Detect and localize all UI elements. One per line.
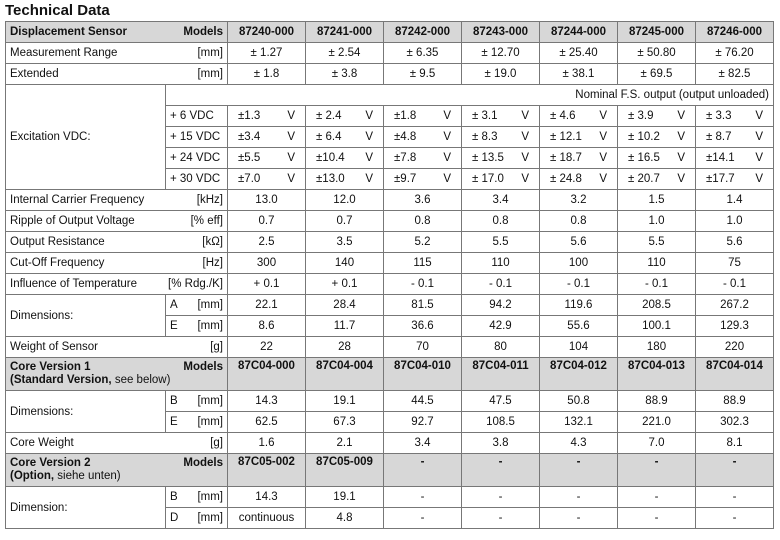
output-value: ± 10.2	[628, 131, 660, 143]
model-number: 87240-000	[228, 22, 306, 43]
value-cell: 88.9	[696, 391, 774, 412]
model-number: 87C04-011	[462, 358, 540, 391]
value-cell: 3.4	[462, 190, 540, 211]
dimension-key	[166, 412, 228, 433]
value-cell	[462, 169, 540, 190]
value-cell: 1.5	[618, 190, 696, 211]
output-unit: V	[365, 131, 373, 143]
value-cell: 80	[462, 337, 540, 358]
output-value: ±9.7	[394, 173, 417, 185]
value-cell	[228, 169, 306, 190]
output-value: ± 3.1	[472, 110, 498, 122]
value-cell: - 0.1	[540, 274, 618, 295]
value-cell	[618, 148, 696, 169]
value-cell: 36.6	[384, 316, 462, 337]
core-version-sub-bold: (Standard Version,	[10, 374, 112, 386]
value-cell: 5.5	[462, 232, 540, 253]
model-number: -	[696, 454, 774, 487]
output-unit: V	[677, 152, 685, 164]
value-cell: 119.6	[540, 295, 618, 316]
value-cell: -	[540, 487, 618, 508]
value-cell: 12.0	[306, 190, 384, 211]
parameter-unit: [Hz]	[202, 257, 223, 269]
value-cell: 28	[306, 337, 384, 358]
model-number: 87241-000	[306, 22, 384, 43]
value-cell: 2.5	[228, 232, 306, 253]
output-value: ± 13.5	[472, 152, 504, 164]
core-version-heading	[6, 358, 228, 391]
value-cell: 0.8	[384, 211, 462, 232]
supply-voltage: + 6 VDC	[166, 106, 228, 127]
value-cell: 8.1	[696, 433, 774, 454]
dimension-unit: [mm]	[197, 491, 223, 503]
output-value: ± 24.8	[550, 173, 582, 185]
output-value: ±3.4	[238, 131, 261, 143]
value-cell: -	[540, 508, 618, 529]
dimension-unit: [mm]	[197, 512, 223, 524]
core-version-title: Core Version 2	[10, 457, 91, 469]
page-title: Technical Data	[5, 2, 110, 19]
parameter-label	[6, 253, 228, 274]
value-cell: - 0.1	[696, 274, 774, 295]
parameter-label	[6, 190, 228, 211]
output-value: ± 18.7	[550, 152, 582, 164]
output-unit: V	[599, 110, 607, 122]
models-heading: Models	[183, 361, 223, 373]
value-cell: ± 38.1	[540, 64, 618, 85]
value-cell: 81.5	[384, 295, 462, 316]
output-unit: V	[521, 110, 529, 122]
model-number: -	[384, 454, 462, 487]
value-cell: ± 9.5	[384, 64, 462, 85]
value-cell	[306, 148, 384, 169]
value-cell: - 0.1	[618, 274, 696, 295]
dimensions-label: Dimensions:	[6, 391, 166, 433]
value-cell: 132.1	[540, 412, 618, 433]
model-number: 87C04-013	[618, 358, 696, 391]
output-value: ± 12.1	[550, 131, 582, 143]
value-cell: ± 19.0	[462, 64, 540, 85]
output-unit: V	[443, 110, 451, 122]
output-value: ±7.0	[238, 173, 261, 185]
output-value: ±1.8	[394, 110, 417, 122]
output-unit: V	[287, 110, 295, 122]
value-cell: 5.6	[696, 232, 774, 253]
output-unit: V	[365, 110, 373, 122]
value-cell: ± 1.27	[228, 43, 306, 64]
value-cell	[384, 106, 462, 127]
value-cell: -	[384, 487, 462, 508]
value-cell: 180	[618, 337, 696, 358]
value-cell: 4.8	[306, 508, 384, 529]
output-value: ± 20.7	[628, 173, 660, 185]
core-version-heading	[6, 454, 228, 487]
value-cell: 88.9	[618, 391, 696, 412]
value-cell: + 0.1	[306, 274, 384, 295]
dimension-unit: [mm]	[197, 299, 223, 311]
parameter-name: Weight of Sensor	[10, 341, 99, 353]
value-cell: 13.0	[228, 190, 306, 211]
table-row	[6, 22, 774, 43]
dimension-letter: A	[170, 299, 178, 311]
model-number: 87C05-002	[228, 454, 306, 487]
model-number: 87242-000	[384, 22, 462, 43]
value-cell: 94.2	[462, 295, 540, 316]
value-cell	[384, 148, 462, 169]
output-unit: V	[755, 173, 763, 185]
value-cell: 47.5	[462, 391, 540, 412]
value-cell: 108.5	[462, 412, 540, 433]
value-cell	[696, 106, 774, 127]
value-cell	[540, 169, 618, 190]
value-cell: ± 6.35	[384, 43, 462, 64]
parameter-unit: [kHz]	[196, 194, 223, 206]
value-cell: ± 82.5	[696, 64, 774, 85]
dimension-key	[166, 295, 228, 316]
output-unit: V	[287, 173, 295, 185]
value-cell	[618, 169, 696, 190]
value-cell: 3.8	[462, 433, 540, 454]
value-cell: 22.1	[228, 295, 306, 316]
value-cell: ± 2.54	[306, 43, 384, 64]
output-unit: V	[521, 152, 529, 164]
value-cell: 267.2	[696, 295, 774, 316]
output-unit: V	[521, 173, 529, 185]
dimension-unit: [mm]	[197, 416, 223, 428]
output-unit: V	[599, 152, 607, 164]
value-cell: 62.5	[228, 412, 306, 433]
value-cell	[618, 127, 696, 148]
header-label	[6, 22, 228, 43]
table-row	[6, 391, 774, 412]
output-unit: V	[287, 131, 295, 143]
output-unit: V	[755, 152, 763, 164]
value-cell: -	[462, 508, 540, 529]
value-cell	[618, 106, 696, 127]
value-cell: 110	[462, 253, 540, 274]
table-row	[6, 337, 774, 358]
output-value: ±4.8	[394, 131, 417, 143]
models-heading: Models	[183, 457, 223, 469]
value-cell	[228, 148, 306, 169]
value-cell: 3.2	[540, 190, 618, 211]
value-cell: 208.5	[618, 295, 696, 316]
dimension-letter: E	[170, 320, 178, 332]
output-value: ± 3.9	[628, 110, 654, 122]
parameter-label	[6, 274, 228, 295]
dimension-unit: [mm]	[197, 320, 223, 332]
parameter-label	[6, 433, 228, 454]
value-cell: 7.0	[618, 433, 696, 454]
output-unit: V	[599, 131, 607, 143]
value-cell: 3.4	[384, 433, 462, 454]
value-cell: 75	[696, 253, 774, 274]
model-number: 87C04-012	[540, 358, 618, 391]
output-unit: V	[443, 173, 451, 185]
value-cell: 1.0	[618, 211, 696, 232]
parameter-label	[6, 211, 228, 232]
supply-voltage: + 15 VDC	[166, 127, 228, 148]
table-row	[6, 295, 774, 316]
value-cell: 19.1	[306, 391, 384, 412]
value-cell: ± 12.70	[462, 43, 540, 64]
value-cell: 302.3	[696, 412, 774, 433]
value-cell: ± 3.8	[306, 64, 384, 85]
output-unit: V	[755, 110, 763, 122]
model-number: -	[618, 454, 696, 487]
value-cell: 4.3	[540, 433, 618, 454]
value-cell: 8.6	[228, 316, 306, 337]
output-value: ± 17.0	[472, 173, 504, 185]
model-number: 87244-000	[540, 22, 618, 43]
dimension-letter: E	[170, 416, 178, 428]
core-version-sub-bold: (Option,	[10, 470, 55, 482]
technical-data-table	[5, 21, 774, 529]
value-cell: 220	[696, 337, 774, 358]
parameter-name: Output Resistance	[10, 236, 105, 248]
label-cell	[6, 85, 166, 190]
table-row	[6, 358, 774, 391]
value-cell	[306, 127, 384, 148]
supply-voltage: + 30 VDC	[166, 169, 228, 190]
table-row	[6, 64, 774, 85]
output-value: ± 2.4	[316, 110, 342, 122]
model-number: -	[462, 454, 540, 487]
value-cell: continuous	[228, 508, 306, 529]
parameter-unit: [% eff]	[190, 215, 223, 227]
value-cell: ± 25.40	[540, 43, 618, 64]
value-cell	[540, 106, 618, 127]
value-cell: 0.7	[228, 211, 306, 232]
output-unit: V	[365, 173, 373, 185]
value-cell: 104	[540, 337, 618, 358]
output-unit: V	[755, 131, 763, 143]
value-cell	[696, 127, 774, 148]
value-cell: 221.0	[618, 412, 696, 433]
value-cell: 11.7	[306, 316, 384, 337]
value-cell	[696, 169, 774, 190]
output-value: ± 8.3	[472, 131, 498, 143]
output-unit: V	[599, 173, 607, 185]
model-number: 87C05-009	[306, 454, 384, 487]
parameter-unit: [% Rdg./K]	[168, 278, 223, 290]
parameter-label	[6, 337, 228, 358]
parameter-unit: [mm]	[197, 68, 223, 80]
core-version-sub: siehe unten)	[57, 470, 121, 482]
parameter-name: Extended	[10, 68, 59, 80]
model-number: 87C04-004	[306, 358, 384, 391]
value-cell: 5.5	[618, 232, 696, 253]
value-cell: 129.3	[696, 316, 774, 337]
value-cell: 50.8	[540, 391, 618, 412]
value-cell: - 0.1	[384, 274, 462, 295]
model-number: 87C04-000	[228, 358, 306, 391]
excitation-label: Excitation VDC:	[10, 131, 91, 143]
output-value: ±5.5	[238, 152, 261, 164]
value-cell: 22	[228, 337, 306, 358]
value-cell: -	[618, 487, 696, 508]
value-cell: 5.6	[540, 232, 618, 253]
parameter-label	[6, 43, 228, 64]
value-cell: 3.5	[306, 232, 384, 253]
output-unit: V	[443, 152, 451, 164]
output-note: Nominal F.S. output (output unloaded)	[166, 85, 774, 106]
output-unit: V	[677, 131, 685, 143]
model-number: -	[540, 454, 618, 487]
value-cell: 1.4	[696, 190, 774, 211]
dimension-unit: [mm]	[197, 395, 223, 407]
output-unit: V	[287, 152, 295, 164]
value-cell: 19.1	[306, 487, 384, 508]
value-cell: -	[696, 508, 774, 529]
parameter-unit: [kΩ]	[202, 236, 223, 248]
value-cell	[540, 127, 618, 148]
table-row	[6, 190, 774, 211]
parameter-name: Influence of Temperature	[10, 278, 138, 290]
value-cell: 42.9	[462, 316, 540, 337]
model-number: 87C04-010	[384, 358, 462, 391]
value-cell: 14.3	[228, 487, 306, 508]
value-cell: 1.0	[696, 211, 774, 232]
value-cell: -	[384, 508, 462, 529]
parameter-name: Ripple of Output Voltage	[10, 215, 135, 227]
output-value: ± 16.5	[628, 152, 660, 164]
value-cell: 92.7	[384, 412, 462, 433]
table-row	[6, 487, 774, 508]
value-cell: 67.3	[306, 412, 384, 433]
value-cell: - 0.1	[462, 274, 540, 295]
table-row	[6, 43, 774, 64]
parameter-unit: [g]	[210, 437, 223, 449]
value-cell	[228, 106, 306, 127]
value-cell: 44.5	[384, 391, 462, 412]
output-value: ± 4.6	[550, 110, 576, 122]
output-value: ±17.7	[706, 173, 735, 185]
dimension-letter: B	[170, 395, 178, 407]
output-unit: V	[677, 110, 685, 122]
table-row	[6, 454, 774, 487]
value-cell	[306, 169, 384, 190]
dimension-letter: D	[170, 512, 179, 524]
table-row	[6, 85, 774, 106]
value-cell	[540, 148, 618, 169]
value-cell: 55.6	[540, 316, 618, 337]
value-cell: 100	[540, 253, 618, 274]
output-value: ± 3.3	[706, 110, 732, 122]
value-cell: 300	[228, 253, 306, 274]
dimensions-label: Dimension:	[6, 487, 166, 529]
parameter-label	[6, 64, 228, 85]
value-cell: 0.8	[540, 211, 618, 232]
model-number: 87246-000	[696, 22, 774, 43]
table-row	[6, 433, 774, 454]
value-cell: 140	[306, 253, 384, 274]
value-cell: -	[462, 487, 540, 508]
output-unit: V	[677, 173, 685, 185]
model-number: 87243-000	[462, 22, 540, 43]
models-heading: Models	[183, 26, 223, 38]
value-cell: -	[618, 508, 696, 529]
output-value: ± 6.4	[316, 131, 342, 143]
value-cell: 100.1	[618, 316, 696, 337]
output-value: ±10.4	[316, 152, 345, 164]
value-cell	[462, 148, 540, 169]
value-cell	[384, 169, 462, 190]
value-cell: 2.1	[306, 433, 384, 454]
parameter-name: Cut-Off Frequency	[10, 257, 105, 269]
value-cell	[462, 106, 540, 127]
value-cell: ± 1.8	[228, 64, 306, 85]
sensor-heading: Displacement Sensor	[10, 26, 127, 38]
model-number: 87C04-014	[696, 358, 774, 391]
value-cell: ± 76.20	[696, 43, 774, 64]
output-value: ±13.0	[316, 173, 345, 185]
output-unit: V	[521, 131, 529, 143]
value-cell: 70	[384, 337, 462, 358]
core-version-sub: see below)	[114, 374, 171, 386]
table-row	[6, 253, 774, 274]
value-cell: 0.7	[306, 211, 384, 232]
value-cell: 110	[618, 253, 696, 274]
dimension-key	[166, 487, 228, 508]
dimensions-label: Dimensions:	[6, 295, 166, 337]
table-row	[6, 274, 774, 295]
parameter-unit: [g]	[210, 341, 223, 353]
dimension-letter: B	[170, 491, 178, 503]
output-value: ± 8.7	[706, 131, 732, 143]
output-value: ±7.8	[394, 152, 417, 164]
output-value: ±14.1	[706, 152, 735, 164]
core-version-title: Core Version 1	[10, 361, 91, 373]
parameter-unit: [mm]	[197, 47, 223, 59]
value-cell: 28.4	[306, 295, 384, 316]
value-cell: ± 50.80	[618, 43, 696, 64]
table-row	[6, 232, 774, 253]
value-cell: 115	[384, 253, 462, 274]
output-value: ±1.3	[238, 110, 261, 122]
value-cell: ± 69.5	[618, 64, 696, 85]
value-cell: -	[696, 487, 774, 508]
output-unit: V	[443, 131, 451, 143]
value-cell: 3.6	[384, 190, 462, 211]
value-cell	[696, 148, 774, 169]
parameter-name: Internal Carrier Frequency	[10, 194, 145, 206]
dimension-key	[166, 391, 228, 412]
dimension-key	[166, 316, 228, 337]
value-cell: 0.8	[462, 211, 540, 232]
table-row	[6, 211, 774, 232]
dimension-key	[166, 508, 228, 529]
parameter-name: Core Weight	[10, 437, 74, 449]
value-cell	[462, 127, 540, 148]
parameter-label	[6, 232, 228, 253]
parameter-name: Measurement Range	[10, 47, 118, 59]
value-cell: 1.6	[228, 433, 306, 454]
value-cell: 5.2	[384, 232, 462, 253]
value-cell: + 0.1	[228, 274, 306, 295]
supply-voltage: + 24 VDC	[166, 148, 228, 169]
value-cell	[384, 127, 462, 148]
model-number: 87245-000	[618, 22, 696, 43]
value-cell	[306, 106, 384, 127]
output-unit: V	[365, 152, 373, 164]
value-cell	[228, 127, 306, 148]
value-cell: 14.3	[228, 391, 306, 412]
